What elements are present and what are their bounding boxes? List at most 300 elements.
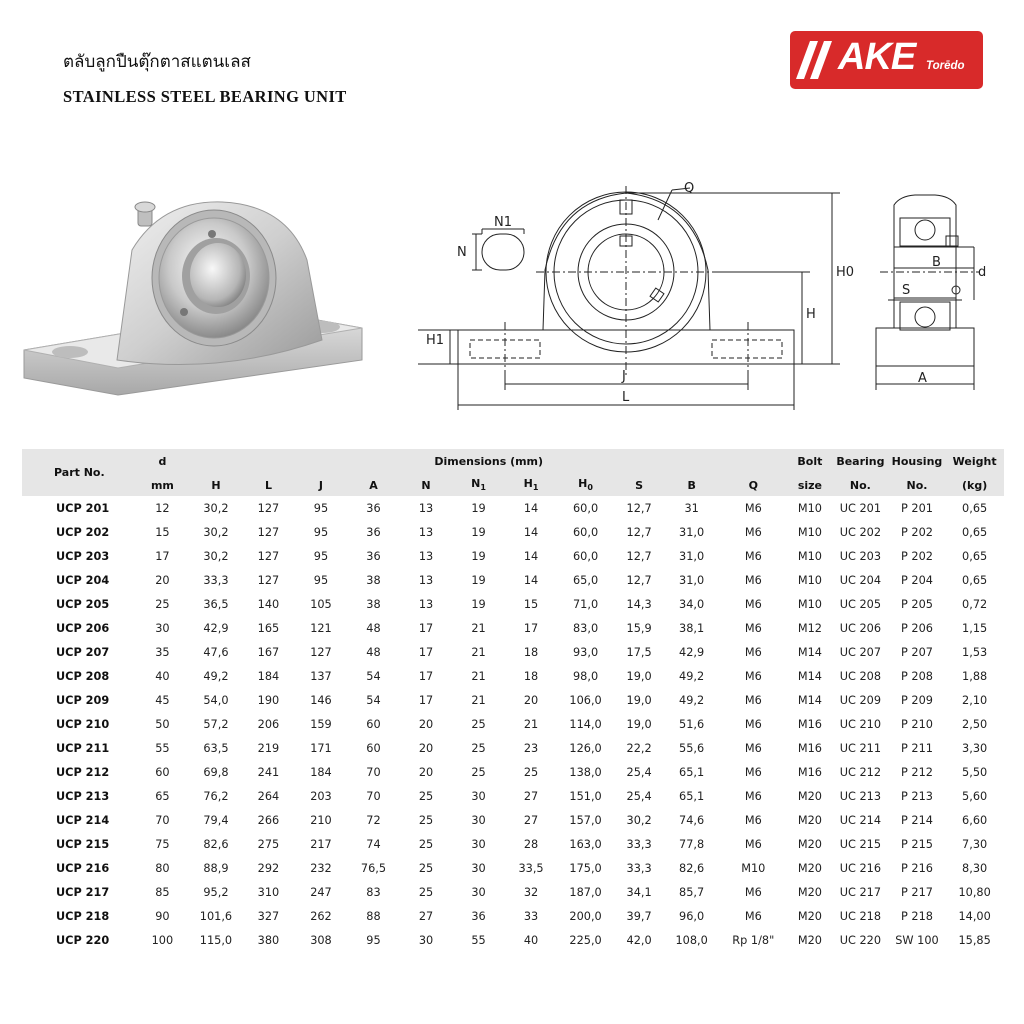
table-cell: 101,6 — [199, 909, 233, 923]
table-cell: M6 — [744, 549, 762, 563]
table-cell: M20 — [797, 837, 822, 851]
table-cell: 127 — [310, 645, 332, 659]
table-cell: M16 — [797, 741, 822, 755]
part-number-cell: UCP 212 — [56, 765, 110, 779]
label-d: d — [978, 265, 987, 280]
table-cell: 380 — [257, 933, 280, 947]
table-cell: 42,9 — [203, 621, 229, 635]
english-title: STAINLESS STEEL BEARING UNIT — [63, 87, 347, 106]
table-cell: 18 — [523, 669, 539, 683]
table-cell: 23 — [523, 741, 539, 755]
table-cell: 88 — [366, 909, 381, 923]
table-cell: 12,7 — [626, 525, 652, 539]
table-cell: 6,60 — [962, 813, 988, 827]
header-bolt-size: size — [788, 474, 832, 496]
table-cell: 82,6 — [679, 861, 705, 875]
table-cell: M6 — [744, 525, 762, 539]
table-cell: 187,0 — [569, 885, 602, 899]
table-cell: 25 — [523, 765, 539, 779]
table-cell: 1,53 — [962, 645, 988, 659]
table-cell: 12 — [155, 501, 170, 515]
table-cell: 90 — [155, 909, 170, 923]
table-cell: 96,0 — [679, 909, 705, 923]
table-cell: 40 — [523, 933, 539, 947]
table-cell: 115,0 — [199, 933, 233, 947]
table-cell: 72 — [366, 813, 381, 827]
table-cell: SW 100 — [895, 933, 939, 947]
table-cell: P 214 — [900, 813, 933, 827]
table-cell: 28 — [523, 837, 539, 851]
table-cell: 60 — [366, 717, 381, 731]
table-cell: UC 217 — [839, 885, 882, 899]
table-cell: 0,65 — [962, 549, 988, 563]
table-cell: 42,0 — [626, 933, 652, 947]
table-cell: 60,0 — [573, 501, 599, 515]
header-weight: Weight — [945, 449, 1004, 474]
table-cell: 17 — [418, 693, 434, 707]
table-cell: 30 — [471, 837, 486, 851]
header-H: H — [190, 474, 243, 496]
part-number-cell: UCP 204 — [56, 573, 110, 587]
table-cell: M6 — [744, 501, 762, 515]
table-cell: 19 — [471, 597, 486, 611]
table-cell: 137 — [310, 669, 332, 683]
table-cell: 82,6 — [203, 837, 229, 851]
table-cell: 19,0 — [626, 717, 652, 731]
table-cell: 232 — [310, 861, 332, 875]
table-cell: 25 — [471, 717, 486, 731]
table-cell: 21 — [523, 717, 539, 731]
table-cell: 167 — [257, 645, 280, 659]
table-row — [22, 712, 1004, 736]
table-cell: P 204 — [900, 573, 933, 587]
table-cell: 15,9 — [626, 621, 652, 635]
table-cell: 33,3 — [626, 837, 652, 851]
table-cell: 219 — [257, 741, 280, 755]
table-cell: P 202 — [900, 549, 933, 563]
header-weight-kg: (kg) — [945, 474, 1004, 496]
table-cell: 42,9 — [679, 645, 705, 659]
table-cell: M20 — [797, 861, 822, 875]
table-row — [22, 568, 1004, 592]
table-cell: 264 — [257, 789, 280, 803]
table-cell: UC 206 — [839, 621, 882, 635]
table-cell: 0,65 — [962, 501, 988, 515]
header-housing: Housing — [889, 449, 946, 474]
table-cell: 32 — [523, 885, 539, 899]
table-cell: 31,0 — [679, 573, 705, 587]
table-cell: M6 — [744, 813, 762, 827]
table-cell: 13 — [418, 573, 434, 587]
table-cell: 15 — [523, 597, 539, 611]
part-number-cell: UCP 217 — [56, 885, 110, 899]
table-cell: 85,7 — [679, 885, 705, 899]
table-cell: M6 — [744, 669, 762, 683]
table-cell: 36 — [366, 501, 381, 515]
table-cell: 14,3 — [626, 597, 652, 611]
table-cell: 14 — [523, 525, 539, 539]
table-cell: 30 — [155, 621, 170, 635]
table-cell: 47,6 — [203, 645, 229, 659]
table-cell: 10,80 — [958, 885, 991, 899]
table-cell: 25,4 — [626, 789, 652, 803]
table-cell: 17 — [155, 549, 170, 563]
table-row — [22, 760, 1004, 784]
table-cell: M6 — [744, 765, 762, 779]
table-cell: 114,0 — [569, 717, 602, 731]
side-view — [876, 195, 980, 366]
table-cell: 138,0 — [569, 765, 602, 779]
table-cell: 50 — [155, 717, 170, 731]
table-cell: UC 201 — [839, 501, 882, 515]
table-cell: 33,3 — [626, 861, 652, 875]
table-cell: 76,2 — [203, 789, 229, 803]
table-cell: 25 — [418, 837, 434, 851]
table-cell: 65,0 — [573, 573, 599, 587]
table-cell: 225,0 — [569, 933, 602, 947]
table-cell: P 211 — [900, 741, 933, 755]
header-part-no: Part No. — [22, 449, 135, 496]
table-cell: 27 — [523, 813, 539, 827]
table-cell: UC 207 — [839, 645, 882, 659]
label-S: S — [902, 283, 911, 298]
table-cell: 36 — [366, 549, 381, 563]
table-cell: UC 209 — [839, 693, 882, 707]
table-cell: UC 212 — [839, 765, 882, 779]
table-cell: 21 — [471, 621, 486, 635]
table-cell: 20 — [418, 741, 434, 755]
table-cell: 127 — [257, 501, 280, 515]
header-d: d — [135, 449, 190, 474]
table-cell: 27 — [523, 789, 539, 803]
table-cell: 19 — [471, 525, 486, 539]
table-cell: 140 — [257, 597, 280, 611]
table-cell: 105 — [310, 597, 332, 611]
table-cell: M10 — [797, 573, 822, 587]
table-cell: UC 203 — [839, 549, 882, 563]
table-cell: 74 — [366, 837, 381, 851]
table-cell: 30,2 — [203, 501, 229, 515]
part-number-cell: UCP 215 — [56, 837, 110, 851]
part-number-cell: UCP 201 — [56, 501, 110, 515]
table-cell: 39,7 — [626, 909, 652, 923]
table-cell: P 218 — [900, 909, 933, 923]
table-cell: P 215 — [900, 837, 933, 851]
part-number-cell: UCP 220 — [56, 933, 110, 947]
table-cell: 65,1 — [679, 789, 705, 803]
table-cell: 5,50 — [962, 765, 988, 779]
table-cell: 60,0 — [573, 525, 599, 539]
table-cell: 75 — [155, 837, 170, 851]
table-cell: 70 — [366, 789, 381, 803]
ake-logo — [790, 31, 983, 89]
table-cell: 60 — [366, 741, 381, 755]
table-cell: 31,0 — [679, 525, 705, 539]
table-cell: 17 — [418, 621, 434, 635]
table-cell: 8,30 — [962, 861, 988, 875]
table-cell: 95 — [313, 525, 329, 539]
table-cell: 0,65 — [962, 573, 988, 587]
bearing-unit-photo — [22, 190, 372, 400]
part-number-cell: UCP 216 — [56, 861, 110, 875]
table-cell: P 207 — [900, 645, 933, 659]
table-cell: 98,0 — [573, 669, 599, 683]
table-cell: 88,9 — [203, 861, 229, 875]
table-cell: M14 — [797, 693, 822, 707]
table-cell: 30 — [418, 933, 434, 947]
table-cell: M16 — [797, 717, 822, 731]
table-cell: 40 — [155, 669, 170, 683]
table-cell: M12 — [797, 621, 822, 635]
dimensions-table — [22, 449, 1004, 952]
label-L: L — [622, 390, 630, 405]
table-cell: 21 — [471, 645, 486, 659]
table-cell: UC 213 — [839, 789, 882, 803]
table-cell: 13 — [418, 597, 434, 611]
table-cell: 65 — [155, 789, 170, 803]
table-cell: M6 — [744, 909, 762, 923]
table-cell: 15,85 — [958, 933, 991, 947]
table-cell: P 210 — [900, 717, 933, 731]
table-cell: 69,8 — [203, 765, 229, 779]
table-cell: 93,0 — [573, 645, 599, 659]
table-cell: 0,65 — [962, 525, 988, 539]
table-cell: P 208 — [900, 669, 933, 683]
table-cell: 3,30 — [962, 741, 988, 755]
table-cell: M6 — [744, 693, 762, 707]
table-cell: 262 — [310, 909, 332, 923]
table-cell: P 212 — [900, 765, 933, 779]
table-cell: 95 — [313, 573, 329, 587]
table-row — [22, 736, 1004, 760]
table-cell: 19,0 — [626, 693, 652, 707]
table-row — [22, 520, 1004, 544]
table-cell: 121 — [310, 621, 332, 635]
table-cell: 175,0 — [569, 861, 602, 875]
table-cell: 33,3 — [203, 573, 229, 587]
table-cell: UC 216 — [839, 861, 882, 875]
table-cell: 200,0 — [569, 909, 602, 923]
table-cell: 12,7 — [626, 501, 652, 515]
table-row — [22, 616, 1004, 640]
table-cell: 20 — [418, 765, 434, 779]
table-cell: 20 — [418, 717, 434, 731]
table-cell: UC 215 — [839, 837, 882, 851]
table-cell: 14 — [523, 573, 539, 587]
table-cell: 25 — [418, 789, 434, 803]
table-cell: UC 210 — [839, 717, 882, 731]
table-cell: 22,2 — [626, 741, 652, 755]
table-cell: 25,4 — [626, 765, 652, 779]
table-cell: 30,2 — [203, 549, 229, 563]
table-cell: 17 — [523, 621, 539, 635]
header-bolt: Bolt — [788, 449, 832, 474]
table-row — [22, 640, 1004, 664]
table-row — [22, 544, 1004, 568]
header-L: L — [242, 474, 295, 496]
table-cell: 127 — [257, 525, 280, 539]
table-cell: P 201 — [900, 501, 933, 515]
table-cell: 308 — [310, 933, 332, 947]
table-cell: M20 — [797, 813, 822, 827]
part-number-cell: UCP 208 — [56, 669, 110, 683]
table-cell: UC 202 — [839, 525, 882, 539]
table-cell: 20 — [155, 573, 170, 587]
table-cell: 74,6 — [679, 813, 705, 827]
table-cell: 34,1 — [626, 885, 652, 899]
table-row — [22, 592, 1004, 616]
table-cell: 38 — [366, 573, 381, 587]
table-cell: 30 — [471, 813, 486, 827]
table-cell: UC 204 — [839, 573, 882, 587]
header-S: S — [614, 474, 665, 496]
table-cell: 83,0 — [573, 621, 599, 635]
table-cell: 51,6 — [679, 717, 705, 731]
header-N1: $N_1$ — [452, 474, 505, 496]
table-cell: UC 218 — [839, 909, 882, 923]
table-cell: 25 — [418, 861, 434, 875]
table-cell: 157,0 — [569, 813, 602, 827]
table-cell: M6 — [744, 885, 762, 899]
table-cell: 36 — [471, 909, 486, 923]
table-cell: 60,0 — [573, 549, 599, 563]
table-cell: 7,30 — [962, 837, 988, 851]
table-cell: 241 — [257, 765, 280, 779]
table-cell: UC 205 — [839, 597, 882, 611]
dimensions-table-wrap — [22, 449, 1004, 952]
table-cell: M6 — [744, 573, 762, 587]
table-cell: 19 — [471, 573, 486, 587]
table-cell: P 206 — [900, 621, 933, 635]
table-cell: 106,0 — [569, 693, 602, 707]
table-cell: 30,2 — [203, 525, 229, 539]
table-cell: 217 — [310, 837, 332, 851]
table-cell: M6 — [744, 741, 762, 755]
part-number-cell: UCP 211 — [56, 741, 110, 755]
table-row — [22, 856, 1004, 880]
part-number-cell: UCP 209 — [56, 693, 110, 707]
table-cell: 95 — [313, 549, 329, 563]
table-cell: 55 — [471, 933, 486, 947]
table-cell: 55,6 — [679, 741, 705, 755]
table-cell: 54,0 — [203, 693, 229, 707]
table-cell: 17 — [418, 669, 434, 683]
header-B: B — [664, 474, 719, 496]
table-row — [22, 808, 1004, 832]
table-cell: 19,0 — [626, 669, 652, 683]
part-number-cell: UCP 210 — [56, 717, 110, 731]
table-cell: 13 — [418, 525, 434, 539]
table-cell: 146 — [310, 693, 332, 707]
table-cell: M16 — [797, 765, 822, 779]
table-cell: 95 — [313, 501, 329, 515]
table-cell: 27 — [418, 909, 434, 923]
table-cell: 30 — [471, 885, 486, 899]
table-cell: 151,0 — [569, 789, 602, 803]
table-cell: 95,2 — [203, 885, 229, 899]
header-N: N — [400, 474, 453, 496]
label-H: H — [806, 307, 816, 322]
table-cell: 171 — [310, 741, 332, 755]
table-cell: 70 — [366, 765, 381, 779]
label-N1: N1 — [494, 215, 512, 230]
table-cell: 25 — [155, 597, 170, 611]
part-number-cell: UCP 202 — [56, 525, 110, 539]
table-cell: 13 — [418, 501, 434, 515]
table-cell: 25 — [471, 741, 486, 755]
table-cell: 34,0 — [679, 597, 705, 611]
table-cell: 21 — [471, 669, 486, 683]
table-cell: 247 — [310, 885, 332, 899]
table-cell: M20 — [797, 789, 822, 803]
table-row — [22, 784, 1004, 808]
table-cell: M6 — [744, 621, 762, 635]
table-cell: 95 — [366, 933, 381, 947]
table-cell: 83 — [366, 885, 381, 899]
header-H1: $H_1$ — [505, 474, 558, 496]
thai-title: ตลับลูกปืนตุ๊กตาสแตนเลส — [63, 52, 251, 72]
table-cell: 126,0 — [569, 741, 602, 755]
table-cell: 327 — [257, 909, 280, 923]
label-Q: Q — [684, 181, 695, 196]
table-row — [22, 688, 1004, 712]
table-cell: 184 — [257, 669, 280, 683]
table-cell: 76,5 — [360, 861, 387, 875]
header-bearing: Bearing — [832, 449, 889, 474]
table-cell: 31 — [684, 501, 699, 515]
table-cell: 49,2 — [203, 669, 229, 683]
part-number-cell: UCP 214 — [56, 813, 110, 827]
table-cell: Rp 1/8" — [732, 933, 775, 947]
table-cell: M6 — [744, 597, 762, 611]
table-cell: 36,5 — [203, 597, 229, 611]
table-cell: M14 — [797, 645, 822, 659]
table-cell: 77,8 — [679, 837, 705, 851]
header-H0: $H_0$ — [557, 474, 614, 496]
table-row — [22, 664, 1004, 688]
table-cell: 63,5 — [203, 741, 229, 755]
table-cell: 17,5 — [626, 645, 652, 659]
table-cell: 12,7 — [626, 573, 652, 587]
table-cell: 55 — [155, 741, 170, 755]
table-cell: 127 — [257, 549, 280, 563]
table-cell: 14 — [523, 501, 539, 515]
table-cell: M10 — [797, 597, 822, 611]
header-J: J — [295, 474, 348, 496]
table-cell: 13 — [418, 549, 434, 563]
table-cell: 2,50 — [962, 717, 988, 731]
label-J: J — [622, 369, 626, 384]
table-cell: 25 — [418, 813, 434, 827]
table-cell: 48 — [366, 645, 381, 659]
table-cell: 19 — [471, 549, 486, 563]
table-cell: 127 — [257, 573, 280, 587]
table-cell: 71,0 — [573, 597, 599, 611]
table-cell: 310 — [257, 885, 280, 899]
table-cell: 17 — [418, 645, 434, 659]
table-cell: 21 — [471, 693, 486, 707]
table-cell: M14 — [797, 669, 822, 683]
table-cell: 14,00 — [958, 909, 991, 923]
table-cell: P 209 — [900, 693, 933, 707]
table-cell: 31,0 — [679, 549, 705, 563]
table-cell: 33,5 — [518, 861, 544, 875]
header-dimensions: Dimensions (mm) — [190, 449, 788, 474]
part-number-cell: UCP 207 — [56, 645, 110, 659]
table-cell: UC 208 — [839, 669, 882, 683]
logo-sub-text: Torēdo — [926, 60, 965, 72]
table-cell: M20 — [797, 909, 822, 923]
